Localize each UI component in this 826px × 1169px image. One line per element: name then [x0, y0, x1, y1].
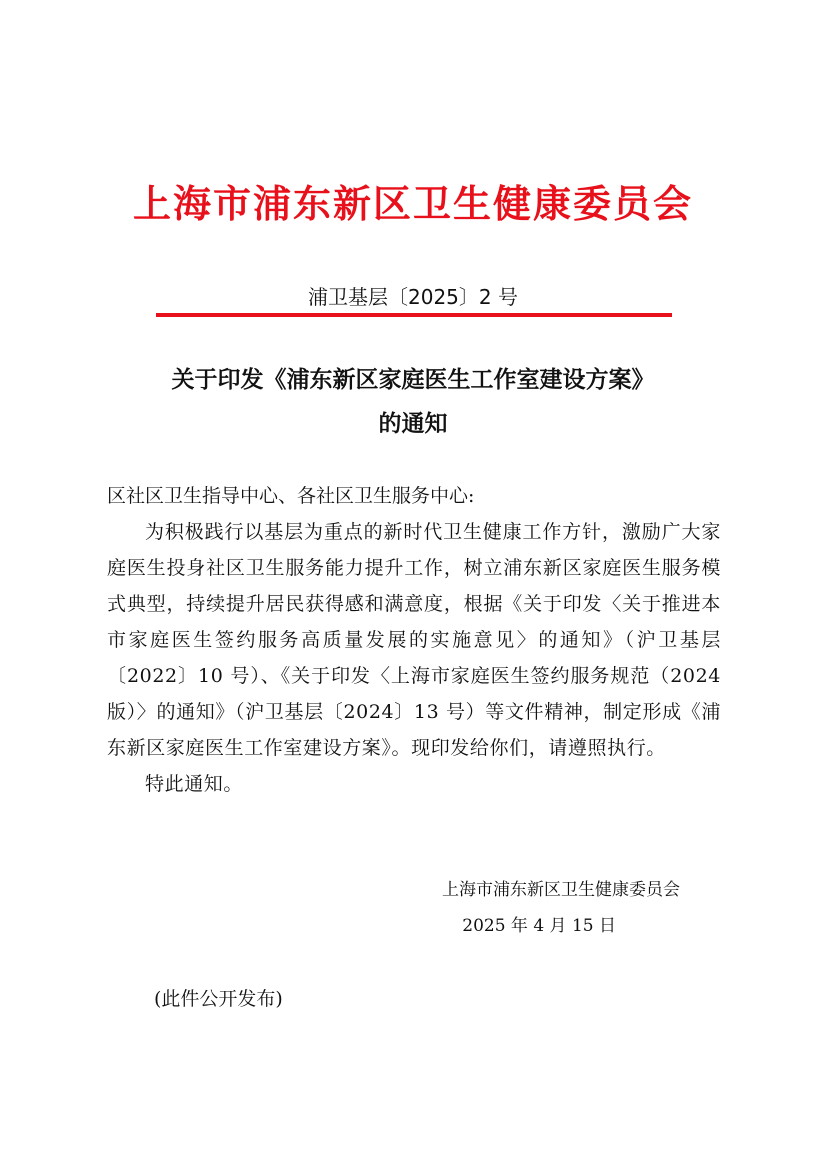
- issuing-organization-header: 上海市浦东新区卫生健康委员会: [132, 181, 693, 226]
- main-paragraph: 为积极践行以基层为重点的新时代卫生健康工作方针，激励广大家庭医生投身社区卫生服务能力提升工作，树立浦东新区家庭医生服务模式典型，持续提升居民获得感和满意度，根据《关于印发〈关于推进本市家庭医生签约服务高质量发展的实施意见〉的通知》（沪卫基层〔2022〕10 号）、《关于印发〈上海市家庭医生签约服务规范（2024 版）〉的通知》（沪卫基层〔2024〕13 号）等文件精神，制定形成《浦东新区家庭医生工作室建设方案》。现印发给你们，请遵照执行。: [107, 521, 721, 759]
- addressee-line: 区社区卫生指导中心、各社区卫生服务中心:: [107, 485, 475, 507]
- document-title-line-1: 关于印发《浦东新区家庭医生工作室建设方案》: [171, 366, 655, 393]
- document-number: 浦卫基层〔2025〕2 号: [308, 285, 518, 309]
- signature-block: [380, 872, 720, 944]
- document-title: [0, 358, 826, 446]
- closing-line: 特此通知。: [145, 773, 244, 795]
- red-divider-line: [156, 313, 672, 317]
- document-body: [107, 478, 721, 802]
- public-release-note: (此件公开发布): [154, 988, 283, 1010]
- document-title-line-2: 的通知: [378, 410, 448, 437]
- signature-date: 2025 年 4 月 15 日: [462, 916, 616, 936]
- signature-organization: 上海市浦东新区卫生健康委员会: [442, 880, 680, 900]
